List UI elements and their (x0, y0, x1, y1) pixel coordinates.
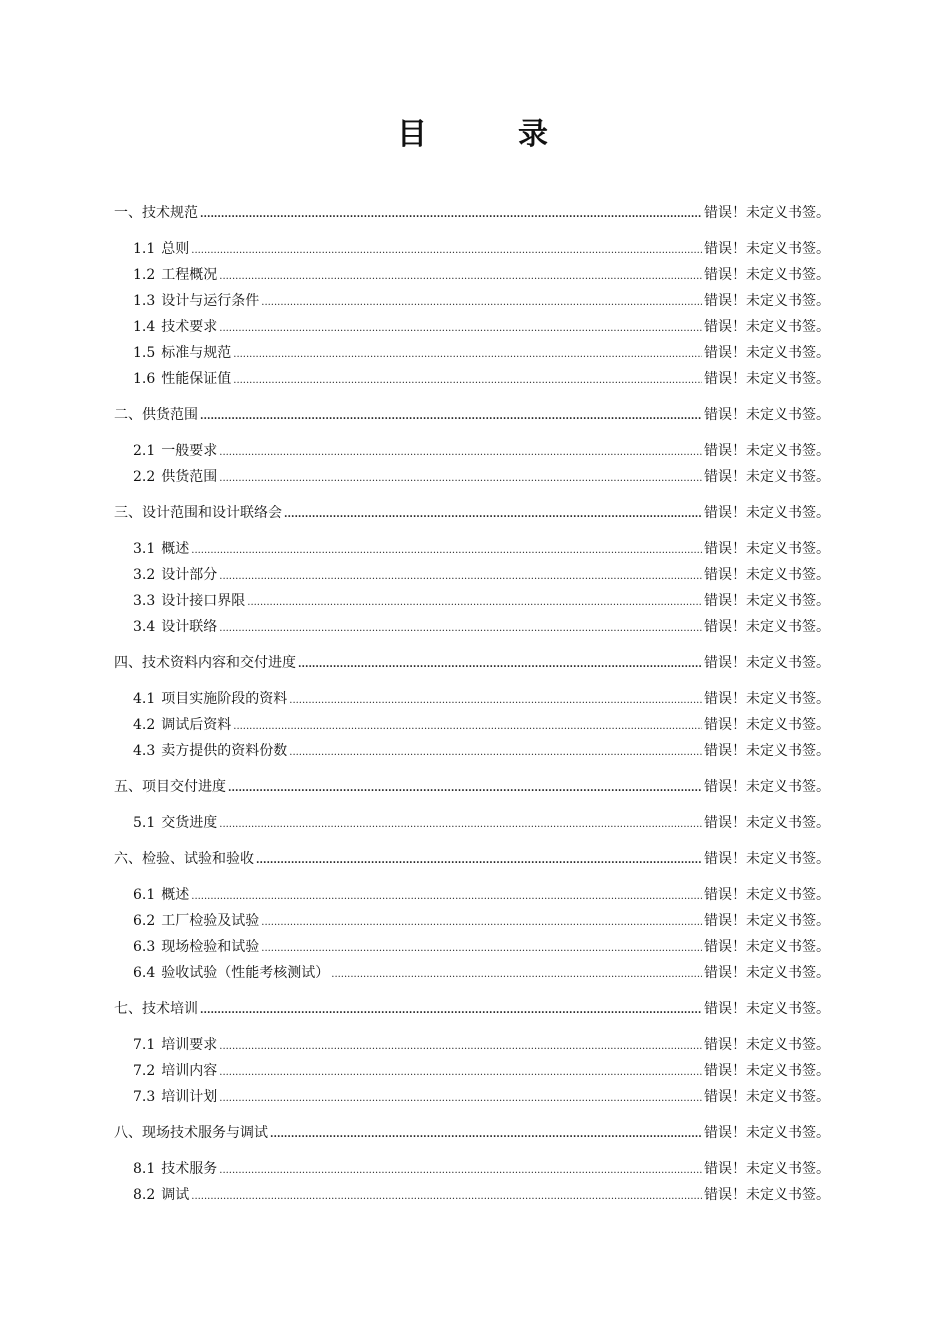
toc-chapter-entry[interactable] (114, 500, 830, 526)
toc-section-number: 3.2 (133, 567, 156, 583)
toc-page-reference: 错误！未定义书签。 (704, 505, 830, 521)
toc-section-entry[interactable] (114, 738, 830, 764)
toc-section-label (133, 934, 259, 960)
toc-page-reference: 错误！未定义书签。 (704, 1161, 830, 1177)
toc-section-entry[interactable] (114, 1084, 830, 1110)
toc-chapter-entry[interactable] (114, 200, 830, 226)
toc-dot-leader (256, 848, 702, 874)
toc-page-reference: 错误！未定义书签。 (704, 815, 830, 831)
toc-section-label (133, 536, 189, 562)
toc-section-label (133, 614, 217, 640)
toc-section-number: 1.4 (133, 319, 156, 335)
toc-page-reference: 错误！未定义书签。 (704, 407, 830, 423)
toc-page-reference: 错误！未定义书签。 (704, 1001, 830, 1017)
toc-section-number: 1.2 (133, 267, 156, 283)
toc-section-number: 3.1 (133, 541, 156, 557)
toc-section-number: 4.2 (133, 717, 156, 733)
toc-section-title: 总则 (161, 241, 190, 257)
toc-section-number: 8.1 (133, 1161, 156, 1177)
toc-section-entry[interactable] (114, 882, 830, 908)
toc-section-entry[interactable] (114, 934, 830, 960)
toc-section-number: 4.3 (133, 743, 156, 759)
toc-page-reference: 错误！未定义书签。 (704, 1125, 830, 1141)
toc-dot-leader (270, 1122, 702, 1148)
toc-section-title: 一般要求 (161, 443, 218, 459)
toc-page-reference: 错误！未定义书签。 (704, 743, 830, 759)
toc-dot-leader (200, 404, 702, 430)
toc-page-reference: 错误！未定义书签。 (704, 1037, 830, 1053)
toc-page-reference: 错误！未定义书签。 (704, 567, 830, 583)
toc-section-label (133, 1058, 217, 1084)
toc-chapter-label: 八、现场技术服务与调试 (114, 1125, 268, 1141)
toc-page-reference: 错误！未定义书签。 (704, 593, 830, 609)
toc-section-title: 现场检验和试验 (161, 939, 260, 955)
toc-section-label (133, 810, 217, 836)
toc-section-title: 技术服务 (161, 1161, 218, 1177)
toc-page-reference: 错误！未定义书签。 (704, 469, 830, 485)
toc-dot-leader (219, 466, 702, 492)
toc-section-label (133, 960, 329, 986)
toc-page-reference: 错误！未定义书签。 (704, 851, 830, 867)
toc-section-number: 8.2 (133, 1187, 156, 1203)
toc-section-title: 性能保证值 (161, 371, 232, 387)
toc-section-entry[interactable] (114, 686, 830, 712)
toc-page-reference: 错误！未定义书签。 (704, 939, 830, 955)
toc-section-number: 7.2 (133, 1063, 156, 1079)
toc-dot-leader (219, 264, 702, 290)
toc-page-reference: 错误！未定义书签。 (704, 1063, 830, 1079)
toc-section-number: 1.6 (133, 371, 156, 387)
toc-section-title: 培训计划 (161, 1089, 218, 1105)
toc-dot-leader (200, 998, 702, 1024)
toc-section-entry[interactable] (114, 908, 830, 934)
toc-section-number: 4.1 (133, 691, 156, 707)
toc-dot-leader (219, 1034, 702, 1060)
toc-dot-leader (298, 652, 702, 678)
toc-section-label (133, 438, 217, 464)
toc-chapter-entry[interactable] (114, 1120, 830, 1146)
toc-section-title: 交货进度 (161, 815, 218, 831)
toc-section-title: 概述 (161, 887, 190, 903)
toc-page-reference: 错误！未定义书签。 (704, 691, 830, 707)
toc-dot-leader (219, 1158, 702, 1184)
toc-page-reference: 错误！未定义书签。 (704, 319, 830, 335)
toc-page-reference: 错误！未定义书签。 (704, 619, 830, 635)
toc-section-label (133, 738, 287, 764)
toc-section-entry[interactable] (114, 236, 830, 262)
toc-section-title: 技术要求 (161, 319, 218, 335)
toc-chapter-entry[interactable] (114, 402, 830, 428)
toc-dot-leader (289, 688, 702, 714)
toc-section-number: 2.2 (133, 469, 156, 485)
toc-section-label (133, 464, 217, 490)
toc-dot-leader (191, 884, 702, 910)
toc-chapter-entry[interactable] (114, 846, 830, 872)
toc-section-entry[interactable] (114, 1182, 830, 1208)
title-char-1: 目 (397, 117, 427, 152)
toc-section-label (133, 1156, 217, 1182)
toc-section-label (133, 908, 259, 934)
toc-page-reference: 错误！未定义书签。 (704, 779, 830, 795)
page-title (0, 112, 950, 162)
toc-chapter-label: 三、设计范围和设计联络会 (114, 505, 282, 521)
toc-chapter-entry[interactable] (114, 996, 830, 1022)
toc-page-reference: 错误！未定义书签。 (704, 371, 830, 387)
toc-dot-leader (191, 1184, 702, 1210)
toc-section-label (133, 340, 231, 366)
toc-section-entry[interactable] (114, 712, 830, 738)
toc-section-entry[interactable] (114, 1058, 830, 1084)
toc-section-label (133, 314, 217, 340)
toc-section-number: 7.3 (133, 1089, 156, 1105)
toc-dot-leader (233, 714, 702, 740)
toc-chapter-label: 五、项目交付进度 (114, 779, 226, 795)
toc-page-reference: 错误！未定义书签。 (704, 541, 830, 557)
toc-section-title: 供货范围 (161, 469, 218, 485)
toc-section-number: 3.4 (133, 619, 156, 635)
toc-section-number: 1.3 (133, 293, 156, 309)
toc-dot-leader (219, 812, 702, 838)
toc-section-entry[interactable] (114, 562, 830, 588)
toc-page-reference: 错误！未定义书签。 (704, 1089, 830, 1105)
toc-section-number: 1.1 (133, 241, 156, 257)
toc-section-number: 6.2 (133, 913, 156, 929)
toc-section-entry[interactable] (114, 1032, 830, 1058)
toc-section-title: 设计接口界限 (161, 593, 246, 609)
toc-dot-leader (191, 238, 702, 264)
toc-section-title: 项目实施阶段的资料 (161, 691, 288, 707)
toc-dot-leader (261, 290, 702, 316)
toc-chapter-label: 一、技术规范 (114, 205, 198, 221)
title-char-2: 录 (518, 117, 548, 152)
toc-section-label (133, 288, 259, 314)
toc-dot-leader (219, 440, 702, 466)
toc-chapter-entry[interactable] (114, 774, 830, 800)
toc-chapter-label: 二、供货范围 (114, 407, 198, 423)
toc-section-entry[interactable] (114, 536, 830, 562)
toc-section-title: 工厂检验及试验 (161, 913, 260, 929)
toc-section-number: 7.1 (133, 1037, 156, 1053)
toc-dot-leader (289, 740, 702, 766)
toc-page-reference: 错误！未定义书签。 (704, 655, 830, 671)
toc-section-label (133, 562, 217, 588)
toc-section-title: 培训要求 (161, 1037, 218, 1053)
toc-page-reference: 错误！未定义书签。 (704, 241, 830, 257)
toc-dot-leader (219, 316, 702, 342)
toc-section-label (133, 262, 217, 288)
toc-dot-leader (200, 202, 702, 228)
toc-dot-leader (219, 1060, 702, 1086)
toc-section-label (133, 366, 231, 392)
toc-dot-leader (284, 502, 702, 528)
toc-dot-leader (219, 616, 702, 642)
toc-section-title: 调试后资料 (161, 717, 232, 733)
toc-section-entry[interactable] (114, 314, 830, 340)
toc-page-reference: 错误！未定义书签。 (704, 887, 830, 903)
toc-section-entry[interactable] (114, 288, 830, 314)
table-of-contents (114, 200, 830, 1208)
toc-section-title: 设计联络 (161, 619, 218, 635)
toc-section-label (133, 686, 287, 712)
toc-section-entry[interactable] (114, 464, 830, 490)
toc-dot-leader (191, 538, 702, 564)
toc-section-title: 验收试验（性能考核测试） (161, 965, 330, 981)
toc-section-entry[interactable] (114, 614, 830, 640)
toc-dot-leader (233, 342, 702, 368)
toc-section-number: 5.1 (133, 815, 156, 831)
toc-section-title: 卖方提供的资料份数 (161, 743, 288, 759)
toc-section-entry[interactable] (114, 960, 830, 986)
toc-section-title: 调试 (161, 1187, 190, 1203)
toc-section-entry[interactable] (114, 588, 830, 614)
toc-page-reference: 错误！未定义书签。 (704, 267, 830, 283)
toc-dot-leader (331, 962, 702, 988)
toc-section-entry[interactable] (114, 810, 830, 836)
toc-page-reference: 错误！未定义书签。 (704, 205, 830, 221)
toc-section-title: 标准与规范 (161, 345, 232, 361)
toc-section-number: 1.5 (133, 345, 156, 361)
toc-section-title: 设计部分 (161, 567, 218, 583)
toc-page-reference: 错误！未定义书签。 (704, 913, 830, 929)
toc-section-entry[interactable] (114, 366, 830, 392)
toc-page-reference: 错误！未定义书签。 (704, 965, 830, 981)
toc-page-reference: 错误！未定义书签。 (704, 293, 830, 309)
toc-section-label (133, 1084, 217, 1110)
toc-section-label (133, 236, 189, 262)
toc-section-entry[interactable] (114, 438, 830, 464)
toc-section-label (133, 712, 231, 738)
toc-section-label (133, 1032, 217, 1058)
toc-page-reference: 错误！未定义书签。 (704, 345, 830, 361)
toc-section-entry[interactable] (114, 262, 830, 288)
toc-section-entry[interactable] (114, 340, 830, 366)
toc-section-number: 6.4 (133, 965, 156, 981)
toc-dot-leader (219, 1086, 702, 1112)
toc-section-number: 6.3 (133, 939, 156, 955)
toc-chapter-entry[interactable] (114, 650, 830, 676)
toc-section-number: 6.1 (133, 887, 156, 903)
toc-page-reference: 错误！未定义书签。 (704, 717, 830, 733)
toc-dot-leader (261, 910, 702, 936)
toc-section-number: 3.3 (133, 593, 156, 609)
toc-section-label (133, 588, 245, 614)
toc-section-entry[interactable] (114, 1156, 830, 1182)
toc-section-title: 概述 (161, 541, 190, 557)
toc-page-reference: 错误！未定义书签。 (704, 1187, 830, 1203)
toc-chapter-label: 四、技术资料内容和交付进度 (114, 655, 296, 671)
toc-page-reference: 错误！未定义书签。 (704, 443, 830, 459)
toc-section-title: 工程概况 (161, 267, 218, 283)
toc-section-number: 2.1 (133, 443, 156, 459)
toc-section-label (133, 1182, 189, 1208)
toc-dot-leader (261, 936, 702, 962)
toc-dot-leader (247, 590, 702, 616)
toc-section-title: 设计与运行条件 (161, 293, 260, 309)
toc-dot-leader (233, 368, 702, 394)
toc-dot-leader (228, 776, 702, 802)
toc-chapter-label: 七、技术培训 (114, 1001, 198, 1017)
toc-chapter-label: 六、检验、试验和验收 (114, 851, 254, 867)
toc-dot-leader (219, 564, 702, 590)
toc-section-label (133, 882, 189, 908)
toc-section-title: 培训内容 (161, 1063, 218, 1079)
